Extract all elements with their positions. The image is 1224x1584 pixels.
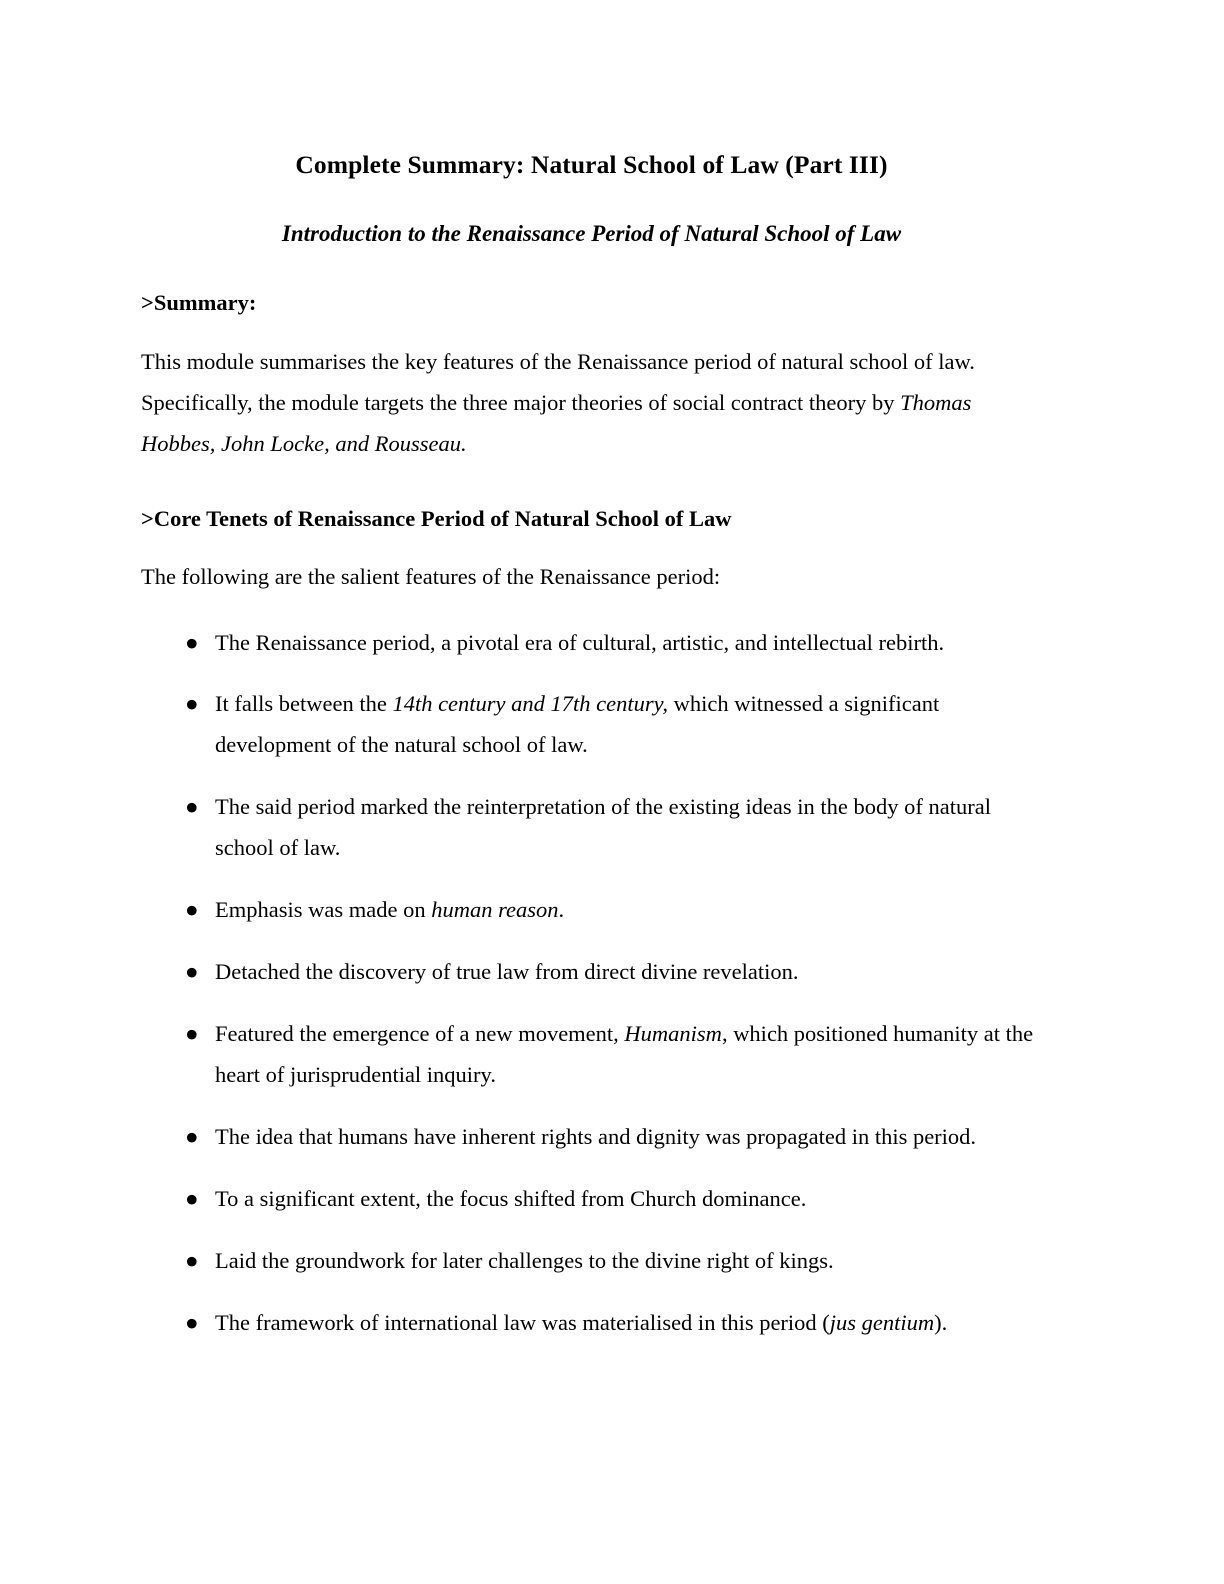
bullet-jus-gentium [215, 1303, 1042, 1344]
list-item-text: The said period marked the reinterpretation of the existing ideas in the body of natural school of law. [215, 794, 991, 861]
document-body [141, 148, 1042, 1344]
bullet-icon: ● [185, 1247, 199, 1273]
bullet-icon: ● [185, 1185, 199, 1211]
bullet-reinterpretation [215, 787, 1042, 869]
core-tenets-bullet-list [141, 623, 1042, 1344]
bullet-icon: ● [185, 1021, 199, 1047]
list-item [141, 623, 1042, 664]
list-item [141, 1014, 1042, 1096]
list-item-text: Detached the discovery of true law from direct divine revelation. [215, 959, 799, 985]
list-item [141, 684, 1042, 766]
bullet-humanism [215, 1014, 1042, 1096]
list-item-text: . [558, 897, 565, 923]
list-item-text: Emphasis was made on [215, 897, 432, 923]
section-heading-summary: >Summary: [141, 290, 257, 316]
list-item [141, 1117, 1042, 1158]
bullet-icon: ● [185, 897, 199, 923]
bullet-icon: ● [185, 629, 199, 655]
list-item [141, 1241, 1042, 1282]
bullet-icon: ● [185, 1123, 199, 1149]
bullet-divine-revelation [215, 952, 1042, 993]
list-item-text: The framework of international law was materialised in this period ( [215, 1309, 830, 1335]
list-item-text: which witnessed a significant development of the natural school of law. [215, 691, 940, 758]
summary-paragraph-text: This module summarises the key features of the Renaissance period of natural school of law. Specifically, the module targets the three major theories of social contract theory by [141, 349, 975, 416]
bullet-church-dominance [215, 1179, 1042, 1220]
list-item-text: ). [934, 1309, 948, 1335]
section-heading-core-tenets: >Core Tenets of Renaissance Period of Natural School of Law [141, 506, 732, 532]
bullet-human-reason [215, 890, 1042, 931]
bullet-time-span [215, 684, 1042, 766]
summary-paragraph [141, 342, 1042, 465]
bullet-inherent-rights [215, 1117, 1042, 1158]
core-tenets-lead-in: The following are the salient features of the Renaissance period: [141, 563, 721, 589]
list-item-text: The idea that humans have inherent rights and dignity was propagated in this period. [215, 1123, 977, 1149]
summary-paragraph-italic-names: Thomas Hobbes, John Locke, and Rousseau. [141, 390, 972, 457]
page-title: Complete Summary: Natural School of Law (Part III) [295, 150, 888, 179]
emphasis-text: 14th century and 17th century, [392, 691, 669, 717]
list-item-text: , which positioned humanity at the heart of jurisprudential inquiry. [215, 1021, 1034, 1088]
list-item-text: The Renaissance period, a pivotal era of cultural, artistic, and intellectual rebirth. [215, 629, 945, 655]
bullet-cultural-rebirth [215, 623, 1042, 664]
list-item [141, 1179, 1042, 1220]
list-item [141, 787, 1042, 869]
bullet-divine-right-of-kings [215, 1241, 1042, 1282]
bullet-icon: ● [185, 691, 199, 717]
bullet-icon: ● [185, 959, 199, 985]
bullet-icon: ● [185, 794, 199, 820]
list-item [141, 952, 1042, 993]
emphasis-text: Humanism [624, 1021, 722, 1047]
list-item-text: Laid the groundwork for later challenges to the divine right of kings. [215, 1247, 834, 1273]
bullet-icon: ● [185, 1309, 199, 1335]
page-subtitle: Introduction to the Renaissance Period of Natural School of Law [281, 220, 902, 246]
list-item-text: It falls between the [215, 691, 393, 717]
list-item [141, 1303, 1042, 1344]
list-item-text: To a significant extent, the focus shifted from Church dominance. [215, 1185, 807, 1211]
list-item [141, 890, 1042, 931]
list-item-text: Featured the emergence of a new movement, [215, 1021, 625, 1047]
emphasis-text: human reason [431, 897, 559, 923]
emphasis-text: jus gentium [829, 1309, 935, 1335]
